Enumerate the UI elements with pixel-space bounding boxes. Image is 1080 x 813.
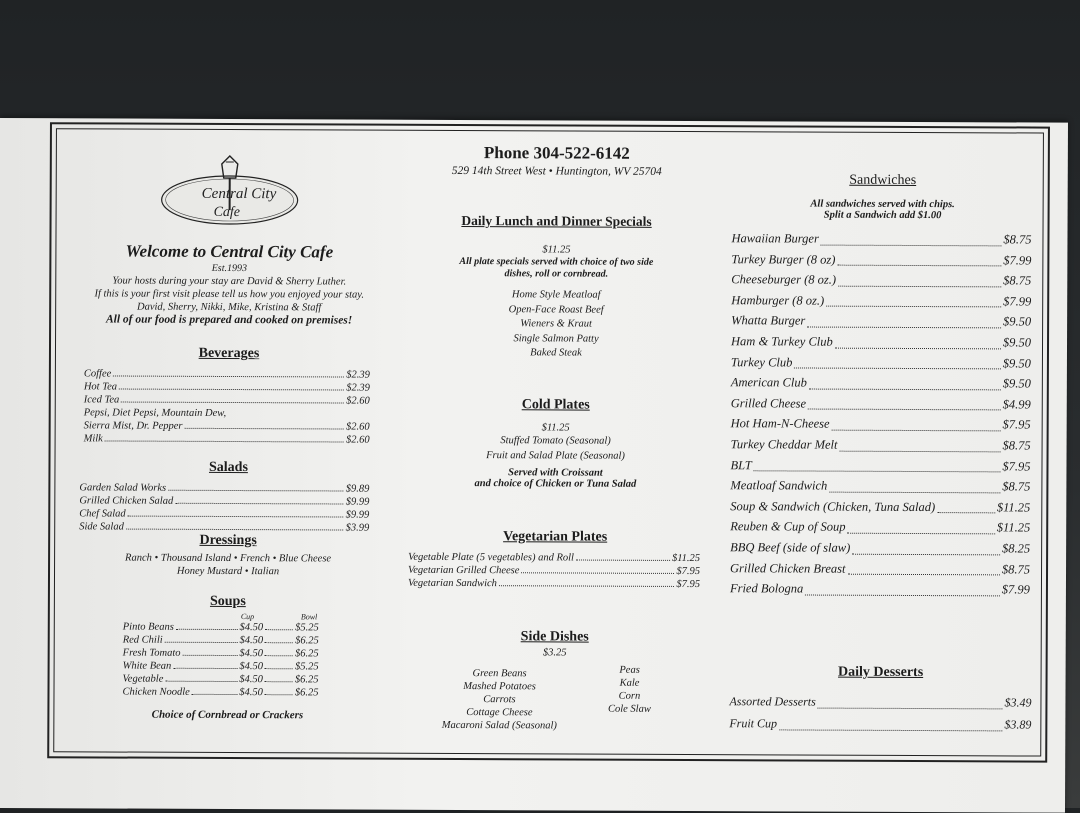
sandwiches-list bbox=[730, 228, 1032, 600]
side-dishes-right bbox=[599, 664, 659, 733]
beverage-row bbox=[84, 419, 370, 433]
side-dish-item: Green Beans bbox=[400, 667, 600, 681]
vegetarian-section bbox=[400, 529, 710, 591]
vegetarian-list bbox=[408, 551, 700, 591]
salad-row bbox=[79, 507, 369, 521]
specials-section bbox=[401, 213, 712, 362]
welcome-title: Welcome to Central City Cafe bbox=[74, 241, 384, 262]
soups-list bbox=[122, 621, 318, 700]
beverages-section bbox=[74, 345, 384, 446]
item-name: BBQ Beef (side of slaw) bbox=[730, 537, 850, 558]
vegetarian-row bbox=[408, 577, 700, 591]
item-name: Meatloaf Sandwich bbox=[730, 475, 827, 496]
dot-leader bbox=[839, 435, 1000, 452]
staff-line: David, Sherry, Nikki, Mike, Kristina & Staff bbox=[74, 300, 384, 314]
special-item: Single Salmon Patty bbox=[401, 331, 711, 347]
dot-leader bbox=[794, 352, 1000, 369]
dot-leader bbox=[835, 332, 1001, 349]
item-name: American Club bbox=[731, 372, 807, 393]
item-name: Cheeseburger (8 oz.) bbox=[731, 269, 836, 290]
side-dish-item: Mashed Potatoes bbox=[399, 680, 599, 694]
dot-leader bbox=[576, 552, 670, 561]
soup-cup-price: $4.50 bbox=[239, 686, 263, 699]
sandwich-row bbox=[731, 331, 1031, 353]
dot-leader bbox=[165, 673, 237, 682]
dot-leader bbox=[821, 229, 1002, 246]
dot-leader bbox=[829, 476, 1000, 493]
dot-leader bbox=[185, 420, 345, 430]
item-name: Sierra Mist, Dr. Pepper bbox=[84, 419, 183, 432]
menu-frame bbox=[47, 122, 1050, 762]
item-name: Iced Tea bbox=[84, 393, 120, 406]
dot-leader bbox=[176, 621, 238, 630]
item-name: Assorted Desserts bbox=[729, 690, 815, 712]
hosts-line: Your hosts during your stay are David & Sherry Luther. bbox=[74, 274, 384, 288]
dot-leader bbox=[265, 660, 293, 669]
dot-leader bbox=[192, 686, 237, 695]
item-name: Side Salad bbox=[79, 520, 124, 533]
sandwiches-note2: Split a Sandwich add $1.00 bbox=[722, 209, 1044, 221]
cold-plates-section bbox=[400, 397, 710, 490]
item-price: $3.89 bbox=[1004, 713, 1031, 735]
soup-row bbox=[123, 647, 319, 661]
item-price: $9.89 bbox=[346, 483, 370, 496]
item-price: $11.25 bbox=[997, 518, 1031, 539]
item-name: Ham & Turkey Club bbox=[731, 331, 833, 352]
beverage-row bbox=[84, 406, 370, 420]
cold-plates-heading: Cold Plates bbox=[401, 397, 711, 414]
dot-leader bbox=[265, 634, 293, 643]
item-price: $11.25 bbox=[997, 497, 1031, 518]
menu-paper bbox=[0, 118, 1068, 813]
item-name: Chef Salad bbox=[79, 507, 125, 520]
item-name: Vegetable Plate (5 vegetables) and Roll bbox=[408, 551, 574, 565]
item-price: $8.75 bbox=[1003, 271, 1031, 292]
left-column bbox=[75, 129, 385, 130]
dot-leader bbox=[105, 432, 344, 442]
dot-leader bbox=[805, 579, 1000, 596]
cold-plates-note2: and choice of Chicken or Tuna Salad bbox=[400, 478, 710, 490]
side-dish-item: Carrots bbox=[399, 693, 599, 707]
dot-leader bbox=[818, 691, 1003, 710]
beverage-row bbox=[84, 432, 370, 446]
dot-leader bbox=[754, 455, 1001, 473]
item-name: Hamburger (8 oz.) bbox=[731, 290, 824, 311]
specials-heading: Daily Lunch and Dinner Specials bbox=[402, 213, 712, 230]
sandwich-row bbox=[731, 352, 1031, 374]
soup-row bbox=[123, 673, 319, 687]
sandwich-row bbox=[731, 249, 1031, 271]
cold-plate-item: Stuffed Tomato (Seasonal) bbox=[401, 434, 711, 450]
vegetarian-row bbox=[408, 564, 700, 578]
salads-list bbox=[79, 481, 369, 534]
dot-leader bbox=[121, 394, 344, 404]
side-dish-item: Corn bbox=[599, 690, 659, 703]
item-price: $7.95 bbox=[1002, 456, 1030, 477]
item-price: $2.39 bbox=[346, 382, 370, 395]
dot-leader bbox=[809, 373, 1001, 390]
item-price: $7.99 bbox=[1003, 291, 1031, 312]
soup-bowl-price: $6.25 bbox=[295, 634, 319, 647]
item-name: Grilled Chicken Salad bbox=[79, 494, 173, 507]
cold-plates-price: $11.25 bbox=[401, 421, 711, 435]
soup-bowl-price: $6.25 bbox=[295, 673, 319, 686]
special-item: Home Style Meatloaf bbox=[401, 288, 711, 304]
central-city-cafe-logo bbox=[160, 150, 300, 231]
item-price: $4.99 bbox=[1003, 394, 1031, 415]
first-visit-line: If this is your first visit please tell us how you enjoyed your stay. bbox=[74, 287, 384, 301]
dot-leader bbox=[173, 660, 237, 669]
sandwiches-section bbox=[720, 172, 1044, 600]
soups-section bbox=[72, 593, 383, 721]
item-price: $8.75 bbox=[1002, 435, 1030, 456]
sandwich-row bbox=[731, 372, 1031, 394]
salad-row bbox=[79, 494, 369, 508]
soup-row bbox=[123, 660, 319, 674]
vegetarian-row bbox=[408, 551, 700, 565]
dot-leader bbox=[265, 686, 293, 695]
dessert-row bbox=[729, 712, 1031, 735]
dot-leader bbox=[165, 634, 238, 643]
cold-plates-list bbox=[400, 434, 710, 464]
logo-text-line1: Central City bbox=[202, 186, 277, 202]
item-price: $9.99 bbox=[346, 496, 370, 509]
dot-leader bbox=[837, 249, 1001, 266]
dot-leader bbox=[265, 647, 293, 656]
sandwich-row bbox=[730, 455, 1030, 477]
item-name: Hot Tea bbox=[84, 380, 117, 393]
side-dish-item: Kale bbox=[600, 677, 660, 690]
sandwich-row bbox=[730, 578, 1030, 600]
item-name: Milk bbox=[84, 432, 103, 445]
item-name: Fried Bologna bbox=[730, 578, 803, 599]
dot-leader bbox=[826, 290, 1001, 307]
dot-leader bbox=[183, 647, 238, 656]
item-name: Grilled Chicken Breast bbox=[730, 558, 846, 579]
desserts-heading: Daily Desserts bbox=[720, 664, 1042, 681]
item-price: $8.75 bbox=[1002, 477, 1030, 498]
salad-row bbox=[79, 481, 369, 495]
specials-list bbox=[401, 288, 711, 362]
item-price: $8.25 bbox=[1002, 538, 1030, 559]
side-dishes-columns bbox=[399, 667, 709, 733]
sandwich-row bbox=[730, 537, 1030, 559]
item-name: Whatta Burger bbox=[731, 311, 805, 332]
soup-bowl-price: $5.25 bbox=[295, 660, 319, 673]
dot-leader bbox=[499, 577, 674, 587]
dot-leader bbox=[128, 508, 344, 518]
dot-leader bbox=[126, 521, 344, 531]
specials-note: All plate specials served with choice of two side dishes, roll or cornbread. bbox=[401, 256, 711, 281]
item-name: Fruit Cup bbox=[729, 712, 777, 734]
soup-bowl-price: $6.25 bbox=[295, 647, 319, 660]
soups-footer: Choice of Cornbread or Crackers bbox=[72, 708, 382, 721]
soup-name: Pinto Beans bbox=[123, 621, 174, 634]
item-name: Garden Salad Works bbox=[79, 481, 166, 494]
soup-cup-price: $4.50 bbox=[239, 673, 263, 686]
salads-heading: Salads bbox=[73, 459, 383, 476]
vegetarian-heading: Vegetarian Plates bbox=[400, 529, 710, 546]
sandwich-row bbox=[731, 434, 1031, 456]
item-price: $7.95 bbox=[1003, 415, 1031, 436]
cup-label: Cup bbox=[241, 612, 301, 621]
dressings-section bbox=[73, 532, 383, 578]
item-name: Coffee bbox=[84, 367, 111, 380]
side-dish-item: Cole Slaw bbox=[599, 703, 659, 716]
sandwich-row bbox=[731, 393, 1031, 415]
item-name: Turkey Club bbox=[731, 352, 793, 373]
beverage-row bbox=[84, 380, 370, 394]
sandwich-row bbox=[731, 414, 1031, 436]
soup-name: Fresh Tomato bbox=[123, 647, 181, 660]
dot-leader bbox=[838, 270, 1001, 287]
item-name: Grilled Cheese bbox=[731, 393, 806, 414]
side-dishes-left bbox=[399, 667, 599, 733]
sandwich-row bbox=[730, 517, 1030, 539]
item-name: Vegetarian Sandwich bbox=[408, 577, 497, 590]
item-price: $2.60 bbox=[346, 395, 370, 408]
desserts-section bbox=[719, 664, 1041, 735]
side-dishes-heading: Side Dishes bbox=[400, 629, 710, 646]
item-price: $8.75 bbox=[1002, 559, 1030, 580]
sandwich-row bbox=[731, 290, 1031, 312]
soup-cup-price: $4.50 bbox=[239, 634, 263, 647]
beverage-row bbox=[84, 393, 370, 407]
dot-leader bbox=[852, 538, 1000, 555]
soup-name: Red Chili bbox=[123, 634, 163, 647]
sandwich-row bbox=[731, 269, 1031, 291]
dot-leader bbox=[832, 414, 1001, 431]
item-name: Pepsi, Diet Pepsi, Mountain Dew, bbox=[84, 406, 226, 420]
item-price: $7.95 bbox=[676, 565, 700, 578]
desserts-list bbox=[729, 690, 1031, 735]
specials-price: $11.25 bbox=[401, 243, 711, 257]
dot-leader bbox=[113, 367, 344, 377]
item-price: $9.99 bbox=[346, 509, 370, 522]
item-name: Soup & Sandwich (Chicken, Tuna Salad) bbox=[730, 496, 935, 517]
beverages-list bbox=[84, 367, 370, 446]
dot-leader bbox=[168, 482, 344, 492]
dressings-line1: Ranch • Thousand Island • French • Blue Cheese bbox=[73, 551, 383, 565]
soup-bowl-price: $6.25 bbox=[295, 686, 319, 699]
sandwiches-note1: All sandwiches served with chips. bbox=[722, 198, 1044, 210]
dot-leader bbox=[119, 381, 344, 391]
soup-name: White Bean bbox=[123, 660, 172, 673]
right-column bbox=[722, 132, 1044, 133]
beverage-row bbox=[84, 367, 370, 381]
item-price: $7.95 bbox=[676, 578, 700, 591]
cold-plates-note1: Served with Croissant bbox=[400, 467, 710, 479]
special-item: Wieners & Kraut bbox=[401, 317, 711, 333]
item-name: Hawaiian Burger bbox=[731, 228, 818, 249]
item-name: Turkey Burger (8 oz) bbox=[731, 249, 835, 270]
menu-inner-frame bbox=[53, 128, 1044, 756]
logo-text-line2: Cafe bbox=[214, 205, 241, 220]
side-dishes-section bbox=[399, 629, 709, 733]
soup-cup-price: $4.50 bbox=[239, 660, 263, 673]
beverages-heading: Beverages bbox=[74, 345, 384, 362]
soup-cup-price: $4.50 bbox=[240, 621, 264, 634]
soup-row bbox=[123, 621, 319, 635]
item-price: $2.39 bbox=[346, 369, 370, 382]
soup-row bbox=[122, 686, 318, 700]
premises-line: All of our food is prepared and cooked on premises! bbox=[74, 313, 384, 326]
item-price: $7.99 bbox=[1002, 579, 1030, 600]
sandwich-row bbox=[731, 311, 1031, 333]
dressings-heading: Dressings bbox=[73, 532, 383, 549]
special-item: Open-Face Roast Beef bbox=[401, 302, 711, 318]
dot-leader bbox=[175, 495, 344, 505]
item-price: $7.99 bbox=[1003, 250, 1031, 271]
dot-leader bbox=[848, 558, 1000, 575]
item-name: Turkey Cheddar Melt bbox=[731, 434, 838, 455]
item-price: $3.99 bbox=[346, 522, 370, 535]
item-name: Vegetarian Grilled Cheese bbox=[408, 564, 519, 577]
salads-section bbox=[73, 459, 383, 534]
welcome-block bbox=[74, 241, 384, 326]
special-item: Baked Steak bbox=[401, 346, 711, 362]
sandwich-row bbox=[731, 228, 1031, 250]
item-name: Hot Ham-N-Cheese bbox=[731, 414, 830, 435]
side-dish-item: Cottage Cheese bbox=[399, 706, 599, 720]
sandwich-row bbox=[730, 496, 1030, 518]
dot-leader bbox=[937, 497, 995, 514]
item-price: $8.75 bbox=[1003, 229, 1031, 250]
sandwich-row bbox=[730, 475, 1030, 497]
dot-leader bbox=[779, 712, 1002, 731]
dot-leader bbox=[808, 393, 1001, 410]
phone-number: Phone 304-522-6142 bbox=[402, 143, 712, 164]
dessert-row bbox=[729, 690, 1031, 713]
soups-heading: Soups bbox=[73, 593, 383, 610]
address: 529 14th Street West • Huntington, WV 25704 bbox=[402, 165, 712, 178]
item-price: $9.50 bbox=[1003, 312, 1031, 333]
soup-row bbox=[123, 634, 319, 648]
dressings-line2: Honey Mustard • Italian bbox=[73, 564, 383, 578]
sandwiches-heading: Sandwiches bbox=[722, 172, 1044, 189]
item-price: $9.50 bbox=[1003, 332, 1031, 353]
sandwich-row bbox=[730, 558, 1030, 580]
soup-name: Chicken Noodle bbox=[122, 686, 189, 699]
cold-plate-item: Fruit and Salad Plate (Seasonal) bbox=[400, 448, 710, 464]
middle-column bbox=[402, 131, 712, 132]
item-price: $3.49 bbox=[1004, 691, 1031, 713]
item-price: $2.60 bbox=[346, 421, 370, 434]
soup-cup-price: $4.50 bbox=[239, 647, 263, 660]
item-name: Reuben & Cup of Soup bbox=[730, 517, 845, 538]
item-price: $9.50 bbox=[1003, 374, 1031, 395]
dot-leader bbox=[521, 564, 674, 574]
dot-leader bbox=[807, 311, 1001, 328]
soup-bowl-price: $5.25 bbox=[295, 621, 319, 634]
est-year: Est.1993 bbox=[74, 261, 384, 275]
item-name: BLT bbox=[730, 455, 751, 476]
dot-leader bbox=[265, 673, 293, 682]
side-dishes-price: $3.25 bbox=[400, 646, 710, 660]
dot-leader bbox=[265, 621, 293, 630]
bowl-label: Bowl bbox=[301, 612, 317, 621]
side-dish-item: Macaroni Salad (Seasonal) bbox=[399, 719, 599, 733]
dot-leader bbox=[847, 517, 994, 534]
item-price: $2.60 bbox=[346, 434, 370, 447]
item-price: $11.25 bbox=[672, 552, 700, 565]
soup-name: Vegetable bbox=[123, 673, 164, 686]
item-price: $9.50 bbox=[1003, 353, 1031, 374]
side-dish-item: Peas bbox=[600, 664, 660, 677]
